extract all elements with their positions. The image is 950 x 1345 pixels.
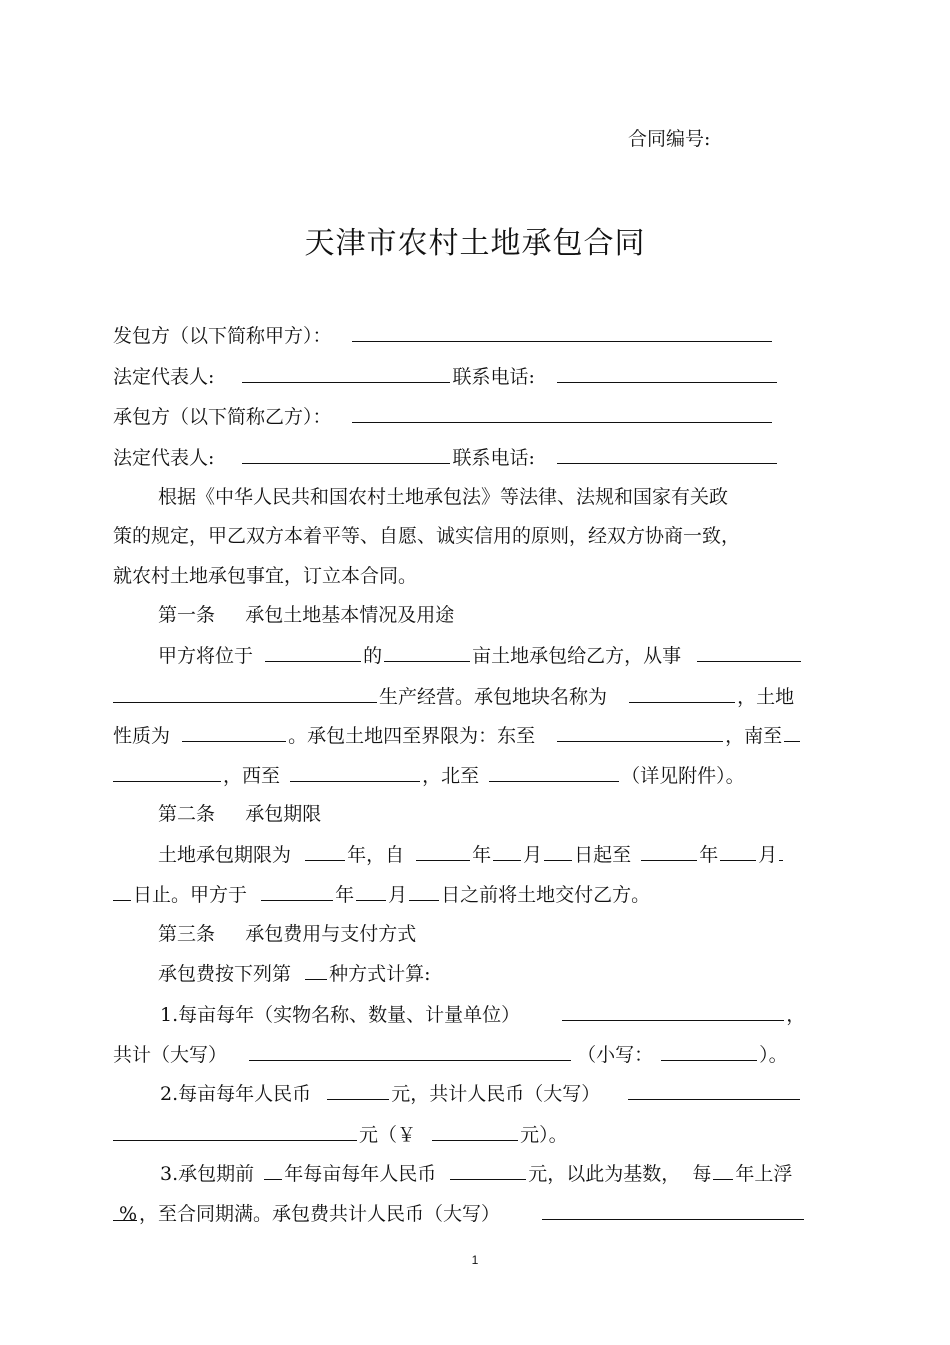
article1-text-e: ，土地 [737, 686, 795, 708]
article2-text-d: 月 [523, 844, 543, 866]
total-fee-words-blank[interactable] [542, 1200, 804, 1220]
contractor-label: 承包方（以下简称乙方）： [113, 406, 332, 428]
method1-text-e: ）。 [759, 1044, 788, 1066]
land-nature-blank[interactable] [182, 722, 286, 742]
article1-line-2 [113, 683, 794, 710]
article1-heading: 第一条 承包土地基本情况及用途 [158, 604, 455, 626]
method3-line-1 [160, 1160, 792, 1187]
article1-text-b: 的 [363, 645, 383, 667]
preamble-line-3: 就农村土地承包事宜，订立本合同。 [113, 565, 418, 587]
article2-text-e: 日起至 [574, 844, 632, 866]
article1-text-a: 甲方将位于 [158, 645, 254, 667]
rep1-label: 法定代表人: [113, 366, 215, 388]
article1-text-h: ，南至 [725, 725, 783, 747]
rep2-line [113, 444, 779, 471]
rmb-total-words-blank-1[interactable] [628, 1080, 800, 1100]
issuer-line [113, 322, 774, 349]
article2-text-c: 年 [472, 844, 492, 866]
business-blank-2[interactable] [113, 683, 377, 703]
end-day-blank-1[interactable] [779, 841, 783, 861]
method3-text-c: 元，以此为基数， 每 [528, 1163, 712, 1185]
article1-text-j: ，北至 [422, 765, 480, 787]
south-boundary-blank-2[interactable] [113, 762, 221, 782]
method1-text-c: 共计（大写） [113, 1044, 228, 1066]
article1-text-g: 。承包土地四至界限为：东至 [288, 725, 536, 747]
west-boundary-blank[interactable] [290, 762, 420, 782]
method2-line-1 [160, 1080, 802, 1107]
goods-blank[interactable] [562, 1001, 784, 1021]
handover-year-blank[interactable] [261, 881, 333, 901]
article1-line-4 [113, 762, 745, 789]
rmb-per-mu-blank[interactable] [327, 1080, 389, 1100]
end-month-blank[interactable] [720, 841, 756, 861]
article3-heading: 第三条 承包费用与支付方式 [158, 923, 417, 945]
article1-text-d: 生产经营。承包地块名称为 [379, 686, 608, 708]
method-choice-blank[interactable] [305, 960, 327, 980]
method2-text-c: 元（￥ [359, 1124, 417, 1146]
method1-line-2 [113, 1041, 788, 1068]
phone2-blank[interactable] [557, 444, 777, 464]
percent-sign: % [118, 1203, 137, 1225]
method2-text-a: 2.每亩每年人民币 [160, 1083, 312, 1105]
method3-line-2 [113, 1200, 806, 1227]
method1-line-1 [160, 1001, 805, 1028]
north-boundary-blank[interactable] [489, 762, 619, 782]
total-words-blank[interactable] [249, 1041, 571, 1061]
preamble-line-2: 策的规定，甲乙双方本着平等、自愿、诚实信用的原则，经双方协商一致， [113, 525, 741, 547]
page-number: 1 [471, 1253, 479, 1267]
article3-intro-b: 种方式计算: [329, 963, 431, 985]
article2-text-i: 年 [335, 884, 355, 906]
rmb-total-figures-blank[interactable] [432, 1121, 518, 1141]
method2-text-b: 元，共计人民币（大写） [391, 1083, 601, 1105]
contractor-blank[interactable] [352, 403, 772, 423]
method2-text-d: 元）。 [520, 1124, 568, 1146]
issuer-label: 发包方（以下简称甲方）： [113, 325, 332, 347]
rmb-total-words-blank-2[interactable] [113, 1121, 357, 1141]
contract-number-label: 合同编号: [628, 128, 711, 150]
method1-text-a: 1.每亩每年（实物名称、数量、计量单位） [160, 1004, 521, 1026]
business-blank-1[interactable] [697, 642, 801, 662]
initial-years-blank[interactable] [264, 1160, 282, 1180]
rep1-blank[interactable] [242, 363, 450, 383]
start-day-blank[interactable] [544, 841, 572, 861]
article1-line-1 [158, 642, 803, 669]
document-title: 天津市农村土地承包合同 [304, 226, 646, 261]
article1-text-c: 亩土地承包给乙方，从事 [472, 645, 682, 667]
article1-text-f: 性质为 [113, 725, 171, 747]
area-blank[interactable] [384, 642, 470, 662]
article2-text-k: 日之前将土地交付乙方。 [441, 884, 651, 906]
preamble-line-1: 根据《中华人民共和国农村土地承包法》等法律、法规和国家有关政 [158, 486, 729, 508]
method3-text-b: 年每亩每年人民币 [284, 1163, 437, 1185]
article2-text-b: 年，自 [347, 844, 405, 866]
rep2-label: 法定代表人: [113, 447, 215, 469]
phone1-label: 联系电话: [452, 366, 535, 388]
start-year-blank[interactable] [416, 841, 470, 861]
method1-text-b: ， [786, 1004, 806, 1026]
rep1-line [113, 363, 779, 390]
base-rmb-blank[interactable] [450, 1160, 526, 1180]
article2-text-f: 年 [699, 844, 719, 866]
article3-intro-a: 承包费按下列第 [158, 963, 292, 985]
interval-years-blank[interactable] [713, 1160, 733, 1180]
total-figures-blank[interactable] [661, 1041, 757, 1061]
handover-day-blank[interactable] [409, 881, 439, 901]
issuer-blank[interactable] [352, 322, 772, 342]
end-day-blank-2[interactable] [113, 881, 131, 901]
location-blank[interactable] [265, 642, 361, 662]
article1-text-k: （详见附件）。 [621, 765, 745, 787]
end-year-blank[interactable] [641, 841, 697, 861]
article2-text-h: 日止。甲方于 [133, 884, 248, 906]
plot-name-blank[interactable] [629, 683, 735, 703]
rep2-blank[interactable] [242, 444, 450, 464]
phone1-blank[interactable] [557, 363, 777, 383]
article2-text-g: 月 [758, 844, 778, 866]
article2-line-2 [113, 881, 650, 908]
method3-text-d: 年上浮 [735, 1163, 793, 1185]
phone2-label: 联系电话: [452, 447, 535, 469]
start-month-blank[interactable] [493, 841, 521, 861]
method1-text-d: （小写： [577, 1044, 654, 1066]
article1-line-3 [113, 722, 802, 749]
method3-text-f: ，至合同期满。承包费共计人民币（大写） [139, 1203, 501, 1225]
article2-heading: 第二条 承包期限 [158, 803, 322, 825]
article1-text-i: ，西至 [223, 765, 281, 787]
increase-percent-blank[interactable] [113, 1201, 137, 1225]
term-years-blank[interactable] [305, 841, 345, 861]
method2-line-2 [113, 1121, 568, 1148]
east-boundary-blank[interactable] [557, 722, 723, 742]
article2-line-1 [158, 841, 785, 868]
article2-text-a: 土地承包期限为 [158, 844, 292, 866]
handover-month-blank[interactable] [356, 881, 386, 901]
contractor-line [113, 403, 774, 430]
article2-text-j: 月 [388, 884, 408, 906]
method3-text-a: 3.承包期前 [160, 1163, 255, 1185]
article3-intro [158, 960, 430, 987]
south-boundary-blank-1[interactable] [784, 722, 800, 742]
